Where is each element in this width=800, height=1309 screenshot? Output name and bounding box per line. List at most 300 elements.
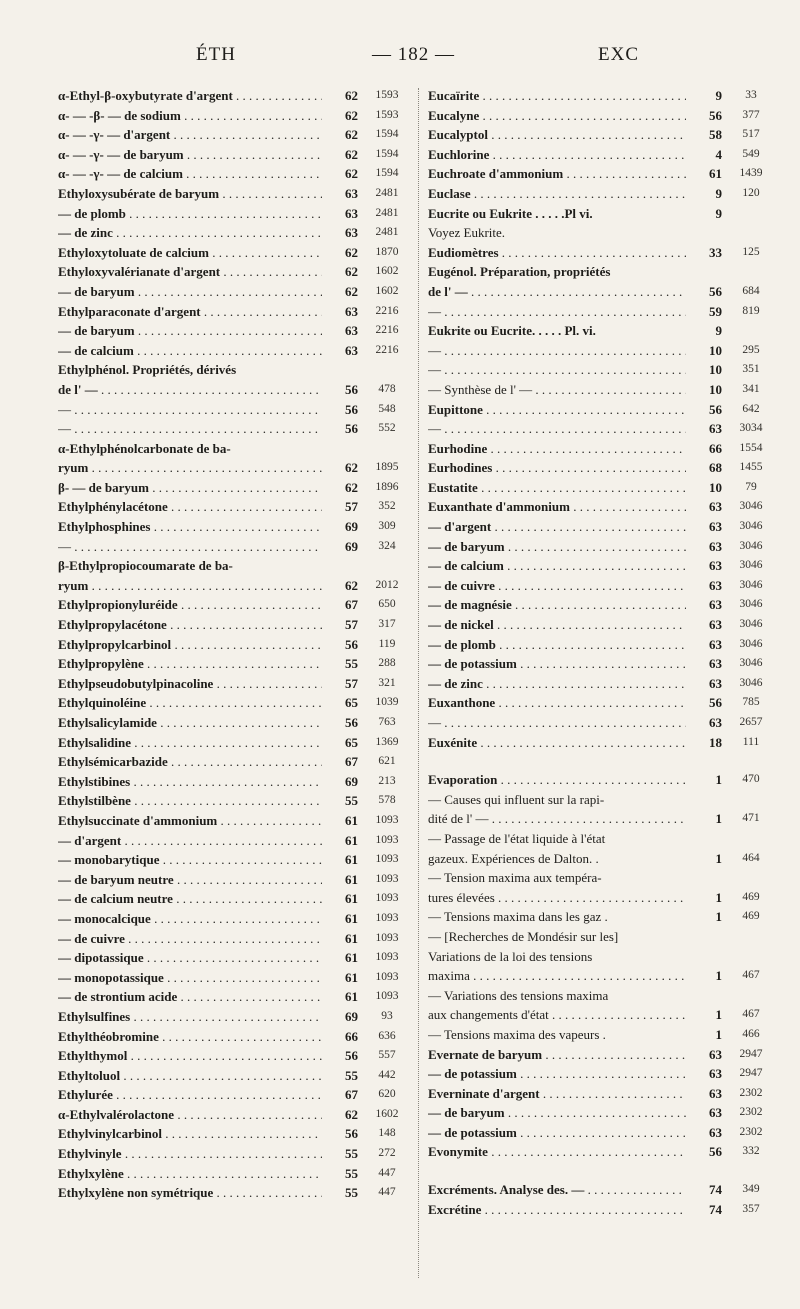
page-reference: 3046 (739, 578, 763, 591)
leader-dots (201, 304, 322, 319)
index-entry (428, 517, 774, 537)
volume-number: 66 (345, 1028, 358, 1044)
index-entry (428, 184, 774, 204)
index-entry (428, 1142, 774, 1162)
index-entry (58, 341, 410, 361)
volume-number: 10 (709, 381, 722, 397)
page-reference: 357 (742, 1202, 760, 1215)
index-entry (428, 713, 774, 733)
volume-number: 61 (709, 166, 722, 182)
volume-number: 10 (709, 342, 722, 358)
index-entry (428, 262, 774, 301)
leader-dots (134, 343, 322, 358)
leader-dots (174, 872, 322, 887)
entry-term: — Passage de l'état liquide à l'état (428, 830, 606, 846)
entry-term: — Tension maxima aux tempéra- (428, 870, 602, 886)
volume-number: 56 (709, 401, 722, 417)
leader-dots (468, 284, 686, 299)
index-entry (428, 829, 774, 868)
column-divider (418, 88, 419, 1278)
page-reference: 1602 (375, 1107, 399, 1120)
volume-number: 63 (709, 656, 722, 672)
volume-number: 63 (709, 577, 722, 593)
page-reference: 3046 (739, 539, 763, 552)
index-entry (58, 145, 410, 165)
index-entry (58, 125, 410, 145)
index-entry (428, 1025, 774, 1045)
page-reference: 1593 (375, 108, 399, 121)
page-reference: 3046 (739, 657, 763, 670)
index-entry (428, 302, 774, 322)
volume-number: 1 (715, 909, 722, 925)
volume-number: 62 (345, 127, 358, 143)
leader-dots (168, 499, 322, 514)
volume-number: 1 (715, 1007, 722, 1023)
index-entry (428, 1045, 774, 1065)
entry-term: Eucaïrite (428, 88, 480, 103)
leader-dots (135, 323, 322, 338)
volume-number: 63 (345, 185, 358, 201)
index-entry (428, 674, 774, 694)
index-entry (58, 635, 410, 655)
volume-number: 56 (345, 636, 358, 652)
volume-number: 9 (715, 88, 722, 103)
page-reference: 470 (742, 773, 760, 786)
volume-number: 56 (345, 715, 358, 730)
volume-number: 57 (345, 617, 358, 633)
index-entry (58, 439, 410, 478)
page-reference: 213 (378, 774, 396, 787)
entry-term: Ethylxylène (58, 1165, 124, 1181)
page-reference: 1093 (375, 911, 399, 924)
volume-number: 67 (345, 754, 358, 770)
index-entry (428, 243, 774, 263)
page-reference: 469 (742, 910, 760, 923)
page-reference: 1594 (375, 128, 399, 141)
index-entry (428, 986, 774, 1025)
entry-term: Ethylpseudobutylpinacoline (58, 675, 214, 691)
volume-number: 56 (345, 1048, 358, 1064)
index-entry (428, 419, 774, 439)
index-entry (58, 360, 410, 399)
index-entry (428, 635, 774, 655)
index-entry (428, 86, 774, 106)
leader-dots (121, 833, 322, 848)
leader-dots (499, 245, 686, 260)
page-reference: 2481 (375, 226, 399, 239)
index-entry (58, 693, 410, 713)
page-reference: 321 (378, 676, 396, 689)
volume-number: 61 (345, 950, 358, 966)
leader-dots (144, 656, 322, 671)
leader-dots (517, 1066, 686, 1081)
page-reference: 295 (742, 343, 760, 356)
entry-term: Euchlorine (428, 146, 490, 162)
page-reference: 1093 (375, 990, 399, 1003)
volume-number: 10 (709, 362, 722, 378)
volume-number: 1 (715, 772, 722, 788)
entry-term: de l' — (58, 381, 98, 397)
entry-term: — de calcium (58, 342, 134, 358)
page-reference: 2481 (375, 186, 399, 199)
page-reference: 309 (378, 520, 396, 533)
volume-number: 55 (345, 1146, 358, 1162)
page-reference: 119 (378, 637, 396, 650)
page-reference: 2302 (739, 1106, 763, 1119)
leader-dots (126, 206, 322, 221)
entry-term: β-Ethylpropiocoumarate de ba- (58, 558, 233, 574)
leader-dots (441, 304, 686, 319)
index-entry (428, 907, 774, 927)
entry-term: Ethyloxyvalérianate d'argent (58, 264, 221, 280)
index-entry (428, 164, 774, 184)
leader-dots (505, 1105, 686, 1120)
leader-dots (151, 519, 323, 534)
index-entry (428, 223, 774, 243)
leader-dots (127, 1048, 322, 1063)
volume-number: 65 (345, 695, 358, 711)
leader-dots (168, 754, 322, 769)
entry-term: — (428, 715, 441, 730)
entry-term: — de magnésie (428, 597, 512, 613)
index-entry (58, 400, 410, 420)
volume-number: 10 (709, 479, 722, 495)
entry-term: Ethyloxysubérate de baryum (58, 185, 220, 201)
volume-number: 55 (345, 793, 358, 809)
index-entry (428, 576, 774, 596)
index-entry (428, 733, 774, 753)
volume-number: 59 (709, 303, 722, 319)
leader-dots (233, 88, 322, 103)
leader-dots (532, 382, 686, 397)
page-reference: 578 (378, 794, 396, 807)
leader-dots (171, 637, 322, 652)
entry-term: — Tensions maxima des vapeurs . (428, 1026, 606, 1042)
volume-number: 4 (715, 146, 722, 162)
entry-term: Ethylsémicarbazide (58, 754, 168, 770)
entry-term: Ethylsalicylamide (58, 715, 157, 730)
entry-term: — (58, 538, 71, 554)
entry-term: Euxénite (428, 734, 478, 750)
leader-dots (181, 108, 322, 123)
page-reference: 471 (742, 812, 760, 825)
page-reference: 79 (745, 480, 757, 493)
leader-dots (125, 931, 322, 946)
entry-term: Ethylpropylène (58, 656, 144, 672)
index-entry (428, 125, 774, 145)
entry-term: — monocalcique (58, 910, 151, 926)
page-reference: 120 (742, 186, 760, 199)
entry-term: Eustatite (428, 479, 478, 495)
page-reference: 819 (742, 304, 760, 317)
index-entry (428, 478, 774, 498)
page-reference: 2657 (739, 716, 763, 728)
volume-number: 63 (709, 538, 722, 554)
volume-number: 69 (345, 538, 358, 554)
page-reference: 332 (742, 1145, 760, 1158)
index-entry (58, 204, 410, 224)
index-entry (58, 1105, 410, 1125)
entry-term: — de calcium neutre (58, 891, 173, 907)
entry-term: — de potassium (428, 1066, 517, 1082)
leader-dots (124, 1166, 322, 1181)
volume-number: 63 (709, 1085, 722, 1101)
index-entry (428, 1064, 774, 1084)
entry-term: — de zinc (58, 225, 113, 241)
entry-term: — Synthèse de l' — (428, 381, 533, 397)
leader-dots (495, 578, 686, 593)
page-reference: 1439 (739, 167, 763, 180)
entry-term: Ethylstilbène (58, 793, 131, 809)
page-reference: 288 (378, 657, 396, 670)
index-entry (428, 204, 774, 224)
index-entry (58, 752, 410, 772)
leader-dots (479, 108, 686, 123)
index-entry (428, 770, 774, 790)
entry-term: — de plomb (428, 636, 496, 652)
entry-term: — Tensions maxima dans les gaz . (428, 909, 608, 925)
page-reference: 2481 (375, 206, 399, 219)
page-reference: 3046 (739, 500, 763, 513)
page-reference: 1093 (375, 853, 399, 866)
index-entry (58, 674, 410, 694)
page-reference: 2947 (739, 1047, 763, 1060)
page-reference: 3046 (739, 618, 763, 631)
page-reference: 272 (378, 1147, 396, 1160)
volume-number: 57 (345, 499, 358, 515)
index-entry (58, 537, 410, 557)
section-gap (428, 752, 774, 770)
leader-dots (563, 166, 686, 181)
index-entry (428, 145, 774, 165)
page-reference: 1093 (375, 833, 399, 846)
leader-dots (570, 499, 686, 514)
page-reference: 1455 (739, 461, 763, 474)
volume-number: 9 (715, 323, 722, 339)
index-entry (58, 987, 410, 1007)
volume-number: 63 (709, 1105, 722, 1121)
page-reference: 447 (378, 1186, 396, 1199)
page-reference: 1369 (375, 735, 399, 748)
leader-dots (71, 421, 322, 436)
index-entry (428, 106, 774, 126)
entry-term: Ethylphosphines (58, 519, 151, 535)
leader-dots (183, 166, 322, 181)
entry-term: Ethylparaconate d'argent (58, 303, 201, 319)
entry-term: Ethylvinylcarbinol (58, 1126, 163, 1142)
volume-number: 63 (709, 558, 722, 574)
entry-term: Euxanthone (428, 695, 496, 711)
page-reference: 349 (742, 1183, 760, 1196)
index-entry (58, 262, 410, 282)
index-entry (428, 1123, 774, 1143)
entry-term: de l' — (428, 283, 468, 299)
volume-number: 63 (345, 303, 358, 319)
volume-number: 1 (715, 1026, 722, 1042)
leader-dots (113, 1087, 322, 1102)
entry-term: β- — de baryum (58, 479, 149, 495)
entry-term: Evernate de baryum (428, 1046, 543, 1062)
page-reference: 467 (742, 969, 760, 982)
page-reference: 3046 (739, 520, 763, 533)
page-reference: 442 (378, 1068, 396, 1081)
entry-term: α- — -γ- — d'argent (58, 127, 171, 143)
volume-number: 56 (709, 283, 722, 299)
volume-number: 62 (345, 1106, 358, 1122)
volume-number: 56 (345, 401, 358, 417)
entry-term: — de potassium (428, 656, 517, 672)
index-entry (58, 791, 410, 811)
entry-term: ryum (58, 460, 89, 476)
page-reference: 1093 (375, 813, 399, 826)
entry-term: — de baryum (428, 1105, 505, 1121)
volume-number: 56 (709, 1144, 722, 1160)
leader-dots (496, 637, 686, 652)
page-reference: 3046 (739, 559, 763, 572)
volume-number: 63 (709, 715, 722, 730)
index-column-left (58, 86, 410, 1203)
entry-term: Eudiomètres (428, 244, 499, 260)
index-entry (58, 164, 410, 184)
page-reference: 1870 (375, 245, 399, 258)
volume-number: 58 (709, 127, 722, 143)
leader-dots (184, 147, 322, 162)
leader-dots (98, 382, 322, 397)
entry-term: Euclase (428, 185, 471, 201)
index-entry (428, 439, 774, 459)
index-column-right (428, 86, 774, 1219)
leader-dots (441, 421, 686, 436)
index-entry (428, 595, 774, 615)
index-entry (58, 1046, 410, 1066)
index-entry (428, 321, 774, 341)
index-entry (58, 654, 410, 674)
page-reference: 3046 (739, 598, 763, 611)
leader-dots (220, 264, 322, 279)
volume-number: 1 (715, 889, 722, 905)
entry-term: gazeux. Expériences de Dalton. . (428, 850, 599, 866)
page-reference: 1896 (375, 480, 399, 493)
volume-number: 62 (345, 264, 358, 280)
volume-number: 55 (345, 1185, 358, 1201)
leader-dots (488, 127, 686, 142)
leader-dots (120, 1068, 322, 1083)
index-entry (428, 868, 774, 907)
index-entry (58, 243, 410, 263)
page-reference: 1602 (375, 265, 399, 278)
page-reference: 549 (742, 147, 760, 160)
index-entry (428, 1084, 774, 1104)
page-reference: 324 (378, 539, 396, 552)
leader-dots (495, 695, 686, 710)
index-entry (58, 184, 410, 204)
leader-dots (504, 558, 686, 573)
index-entry (58, 302, 410, 322)
index-entry (58, 1183, 410, 1203)
volume-number: 56 (345, 421, 358, 437)
page-reference: 125 (742, 245, 760, 258)
volume-number: 56 (709, 107, 722, 123)
leader-dots (488, 1144, 686, 1159)
entry-term: — dipotassique (58, 950, 144, 966)
index-entry (428, 1103, 774, 1123)
page-reference: 763 (378, 716, 396, 728)
header-left: ÉTH (196, 44, 236, 65)
volume-number: 1 (715, 850, 722, 866)
entry-term: aux changements d'état (428, 1007, 549, 1023)
index-entry (58, 556, 410, 595)
entry-term: Evaporation (428, 772, 498, 788)
index-entry (428, 654, 774, 674)
volume-number: 62 (345, 244, 358, 260)
entry-term: — de strontium acide (58, 989, 178, 1005)
index-entry (58, 909, 410, 929)
volume-number: 62 (345, 479, 358, 495)
entry-term: Eupittone (428, 401, 483, 417)
page-reference: 467 (742, 1008, 760, 1021)
index-entry (428, 927, 774, 986)
volume-number: 63 (709, 499, 722, 515)
leader-dots (483, 676, 686, 691)
entry-term: Ethylpropylcarbinol (58, 636, 172, 652)
leader-dots (88, 578, 322, 593)
entry-term: α-Ethylvalérolactone (58, 1106, 175, 1122)
volume-number: 61 (345, 852, 358, 868)
leader-dots (178, 597, 322, 612)
index-entry (58, 1164, 410, 1184)
entry-term: Ethylpropionyluréide (58, 597, 178, 613)
index-entry (58, 929, 410, 949)
leader-dots (146, 695, 322, 710)
index-entry (428, 341, 774, 361)
leader-dots (71, 539, 322, 554)
leader-dots (219, 186, 322, 201)
volume-number: 63 (345, 323, 358, 339)
entry-term: — de cuivre (58, 930, 125, 946)
index-entry (58, 321, 410, 341)
entry-term: Ethylphénol. Propriétés, dérivés (58, 362, 237, 378)
leader-dots (441, 362, 686, 377)
entry-term: Variations de la loi des tensions (428, 948, 593, 964)
entry-term: Eucalyptol (428, 127, 488, 143)
leader-dots (157, 715, 322, 730)
entry-term: Ethylvinyle (58, 1146, 122, 1162)
entry-term: Ethylsulfines (58, 1008, 131, 1024)
volume-number: 55 (345, 656, 358, 672)
page-reference: 548 (378, 402, 396, 415)
volume-number: 69 (345, 773, 358, 789)
entry-term: Evonymite (428, 1144, 488, 1160)
leader-dots (487, 441, 686, 456)
volume-number: 61 (345, 871, 358, 887)
leader-dots (164, 970, 322, 985)
page-reference: 1093 (375, 872, 399, 885)
leader-dots (494, 617, 686, 632)
index-entry (428, 400, 774, 420)
volume-number: 61 (345, 812, 358, 828)
volume-number: 62 (345, 283, 358, 299)
volume-number: 63 (709, 597, 722, 613)
volume-number: 61 (345, 930, 358, 946)
index-entry (58, 595, 410, 615)
entry-term: α- — -β- — de sodium (58, 107, 181, 123)
leader-dots (174, 1107, 322, 1122)
volume-number: 68 (709, 460, 722, 476)
volume-number: 63 (709, 1124, 722, 1140)
entry-term: maxima (428, 968, 470, 984)
volume-number: 56 (709, 695, 722, 711)
volume-number: 56 (345, 381, 358, 397)
